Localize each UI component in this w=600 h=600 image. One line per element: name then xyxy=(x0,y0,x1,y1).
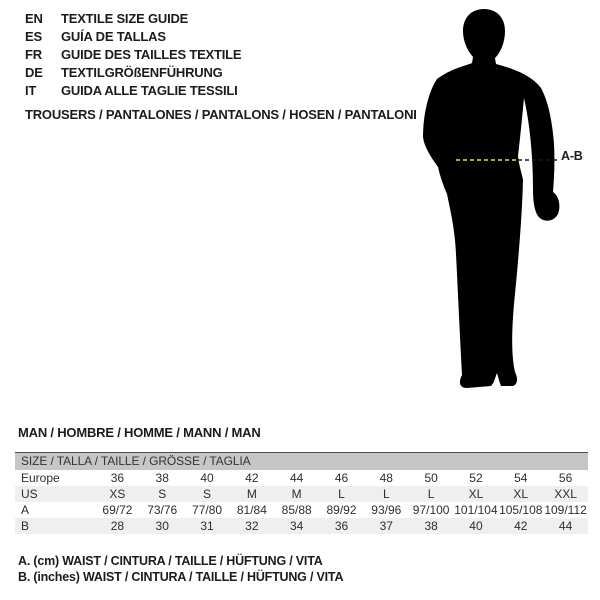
language-code: FR xyxy=(25,46,42,62)
language-row xyxy=(25,45,241,63)
footnote-b: B. (inches) WAIST / CINTURA / TAILLE / HÜFTUNG / VITA xyxy=(18,570,344,584)
table-cell: 97/100 xyxy=(412,503,450,517)
table-cell: 42 xyxy=(245,471,259,485)
table-cell: 85/88 xyxy=(281,503,312,517)
language-label: GUIDE DES TAILLES TEXTILE xyxy=(61,46,242,62)
table-cell: L xyxy=(382,487,390,501)
language-code: ES xyxy=(25,28,42,44)
row-label: US xyxy=(21,487,38,501)
table-row-a-cm xyxy=(15,502,588,518)
language-code: DE xyxy=(25,64,43,80)
table-cell: 32 xyxy=(245,519,259,533)
table-cell: 36 xyxy=(334,519,349,533)
table-cell: XS xyxy=(109,487,126,501)
language-label: GUIDA ALLE TAGLIE TESSILI xyxy=(61,82,238,98)
table-cell: 89/92 xyxy=(326,503,357,517)
table-cell: 56 xyxy=(558,471,573,485)
table-cell: 44 xyxy=(558,519,573,533)
table-row-b-inches xyxy=(15,518,588,534)
table-cell: 93/96 xyxy=(371,503,402,517)
row-label: B xyxy=(21,519,30,533)
table-row-europe xyxy=(15,470,588,486)
size-table xyxy=(15,452,588,534)
section-title: MAN / HOMBRE / HOMME / MANN / MAN xyxy=(18,425,261,440)
language-row xyxy=(25,81,241,99)
table-cell: 50 xyxy=(424,471,438,485)
language-list xyxy=(25,9,241,99)
table-cell: 28 xyxy=(110,519,125,533)
table-cell: 36 xyxy=(110,471,125,485)
table-cell: 40 xyxy=(200,471,214,485)
table-cell: S xyxy=(203,487,212,501)
table-cell: 34 xyxy=(289,519,304,533)
language-label: GUÍA DE TALLAS xyxy=(61,28,166,44)
man-silhouette xyxy=(423,9,559,388)
language-row xyxy=(25,9,241,27)
table-cell: XXL xyxy=(554,487,577,501)
table-cell: 105/108 xyxy=(499,503,543,517)
table-cell: 54 xyxy=(514,471,528,485)
table-cell: XL xyxy=(513,487,529,501)
table-cell: 46 xyxy=(334,471,349,485)
footnotes xyxy=(18,553,343,585)
man-silhouette-figure xyxy=(420,4,580,404)
table-cell: 48 xyxy=(379,471,393,485)
table-cell: 30 xyxy=(155,519,169,533)
table-cell: 40 xyxy=(469,519,483,533)
table-cell: 52 xyxy=(469,471,483,485)
table-cell: 81/84 xyxy=(236,503,267,517)
table-cell: 101/104 xyxy=(454,503,498,517)
table-cell: M xyxy=(291,487,302,501)
language-code: EN xyxy=(25,10,43,26)
language-row xyxy=(25,63,241,81)
table-cell: 38 xyxy=(155,471,169,485)
table-cell: 31 xyxy=(200,519,214,533)
table-cell: 77/80 xyxy=(192,503,223,517)
footnote-a: A. (cm) WAIST / CINTURA / TAILLE / HÜFTUNG / VITA xyxy=(18,554,323,568)
table-cell: 109/112 xyxy=(544,503,587,517)
garment-title: TROUSERS / PANTALONES / PANTALONS / HOSEN / PANTALONI xyxy=(25,107,417,122)
table-cell: 38 xyxy=(424,519,438,533)
table-cell: 69/72 xyxy=(102,503,133,517)
size-table-header: SIZE / TALLA / TAILLE / GRÖSSE / TAGLIA xyxy=(15,452,588,470)
language-code: IT xyxy=(25,82,37,98)
table-cell: 44 xyxy=(289,471,304,485)
row-label: Europe xyxy=(21,471,60,485)
language-row xyxy=(25,27,241,45)
language-label: TEXTILGRÖßENFÜHRUNG xyxy=(61,64,223,80)
table-cell: L xyxy=(427,487,435,501)
table-cell: M xyxy=(246,487,257,501)
table-cell: 42 xyxy=(514,519,528,533)
table-cell: XL xyxy=(468,487,484,501)
table-cell: 37 xyxy=(379,519,393,533)
language-label: TEXTILE SIZE GUIDE xyxy=(61,10,189,26)
row-label: A xyxy=(21,503,30,517)
table-cell: L xyxy=(338,487,345,501)
table-row-us xyxy=(15,486,588,502)
table-cell: 73/76 xyxy=(147,503,178,517)
table-cell: S xyxy=(158,487,167,501)
measure-label: A-B xyxy=(561,149,583,163)
